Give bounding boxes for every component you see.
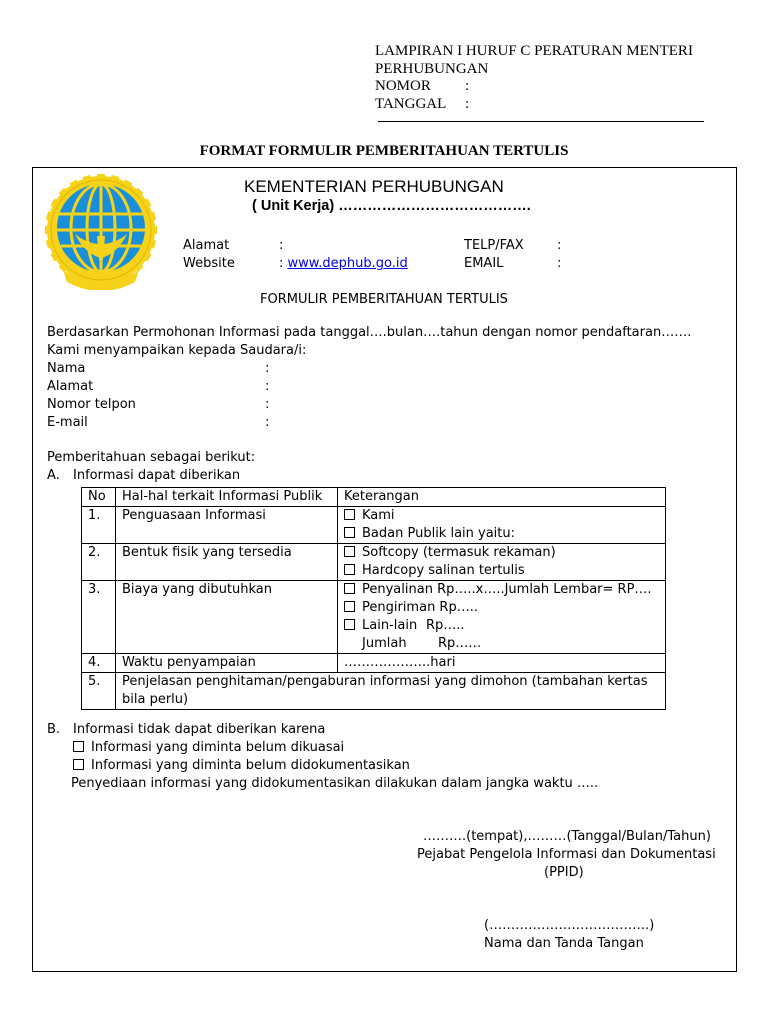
intro-line2: Kami menyampaikan kepada Saudara/i: — [47, 343, 307, 358]
option-badan-publik[interactable] — [344, 525, 659, 543]
option-kami[interactable] — [344, 507, 659, 525]
official-title: Pejabat Pengelola Informasi dan Dokumentasi — [417, 847, 716, 862]
email-label: EMAIL — [464, 256, 504, 271]
lampiran-divider — [378, 121, 704, 122]
header-no: No — [82, 488, 116, 507]
option-lain-lain-label: Lain-lain — [362, 618, 418, 633]
website-link[interactable]: www.dephub.go.id — [287, 256, 408, 271]
section-a-letter: A. — [47, 468, 60, 483]
option-softcopy-label: Softcopy (termasuk rekaman) — [362, 545, 556, 560]
checkbox-icon[interactable] — [344, 546, 355, 557]
table-row — [82, 581, 666, 654]
jumlah-label: Jumlah — [362, 636, 407, 651]
option-pengiriman-label: Pengiriman Rp….. — [362, 600, 478, 615]
tanggal-label: TANGGAL — [375, 95, 447, 112]
nomor-colon: : — [465, 78, 470, 94]
row4-item: Waktu penyampaian — [116, 654, 338, 673]
option-belum-dikuasai-label: Informasi yang diminta belum dikuasai — [91, 740, 345, 755]
lampiran-line1: LAMPIRAN I HURUF C PERATURAN MENTERI — [375, 43, 693, 59]
jumlah-amount: Rp…… — [438, 636, 482, 651]
website-label: Website — [183, 256, 235, 271]
section-a-label: Informasi dapat diberikan — [73, 468, 241, 483]
checkbox-icon[interactable] — [344, 619, 355, 630]
ppid-label: (PPID) — [544, 865, 584, 880]
field-email-colon: : — [265, 415, 270, 430]
ministry-name: KEMENTERIAN PERHUBUNGAN — [244, 177, 504, 196]
option-penyalinan-label: Penyalinan Rp…..x…..Jumlah Lembar= RP…. — [362, 582, 652, 597]
field-alamat-label: Alamat — [47, 379, 94, 394]
header-item: Hal-hal terkait Informasi Publik — [116, 488, 338, 507]
form-title: FORMULIR PEMBERITAHUAN TERTULIS — [260, 292, 508, 307]
row5-item: Penjelasan penghitaman/pengaburan informasi yang dimohon (tambahan kertas bila perlu) — [116, 673, 666, 710]
row2-keterangan — [338, 544, 666, 581]
alamat-colon: : — [279, 238, 284, 253]
telp-colon: : — [557, 238, 562, 253]
table-header-row — [82, 488, 666, 507]
row3-no: 3. — [82, 581, 116, 654]
row4-no: 4. — [82, 654, 116, 673]
section-b-note: Penyediaan informasi yang didokumentasikan dilakukan dalam jangka waktu ….. — [71, 776, 599, 791]
row5-no: 5. — [82, 673, 116, 710]
row3-keterangan — [338, 581, 666, 654]
unit-kerja: ( Unit Kerja) …………………………………. — [252, 198, 531, 214]
row2-no: 2. — [82, 544, 116, 581]
option-belum-dikuasai[interactable] — [73, 740, 344, 755]
option-lain-lain[interactable] — [344, 617, 659, 635]
row1-keterangan — [338, 507, 666, 544]
nomor-label: NOMOR — [375, 78, 431, 94]
document-title: FORMAT FORMULIR PEMBERITAHUAN TERTULIS — [199, 143, 569, 159]
section-b-label: Informasi tidak dapat diberikan karena — [73, 722, 326, 737]
website-value — [279, 256, 408, 271]
option-softcopy[interactable] — [344, 544, 659, 562]
signature-label: Nama dan Tanda Tangan — [484, 936, 644, 951]
checkbox-icon[interactable] — [344, 527, 355, 538]
tanggal-row — [375, 96, 693, 114]
checkbox-icon[interactable] — [344, 509, 355, 520]
option-hardcopy[interactable] — [344, 562, 659, 580]
checkbox-icon[interactable] — [344, 601, 355, 612]
option-belum-didokumentasikan-label: Informasi yang diminta belum didokumentasikan — [91, 758, 410, 773]
option-kami-label: Kami — [362, 508, 395, 523]
telp-label: TELP/FAX — [464, 238, 524, 253]
row2-item: Bentuk fisik yang tersedia — [116, 544, 338, 581]
row4-keterangan[interactable]: ………………..hari — [338, 654, 666, 673]
header-keterangan: Keterangan — [338, 488, 666, 507]
option-pengiriman[interactable] — [344, 599, 659, 617]
checkbox-icon[interactable] — [344, 583, 355, 594]
table-row — [82, 673, 666, 710]
option-belum-didokumentasikan[interactable] — [73, 758, 410, 773]
field-telpon-label: Nomor telpon — [47, 397, 136, 412]
section-b-letter: B. — [47, 722, 61, 737]
lampiran-header — [375, 43, 693, 113]
jumlah-line — [344, 635, 659, 653]
website-colon: : — [279, 256, 284, 271]
name-blank: (……………………………….) — [484, 918, 655, 933]
row1-item: Penguasaan Informasi — [116, 507, 338, 544]
info-table — [81, 487, 666, 710]
nomor-row — [375, 78, 693, 96]
option-penyalinan[interactable] — [344, 581, 659, 599]
table-row — [82, 544, 666, 581]
lampiran-line2: PERHUBUNGAN — [375, 60, 489, 77]
option-badan-publik-label: Badan Publik lain yaitu: — [362, 526, 516, 541]
field-nama-label: Nama — [47, 361, 86, 376]
checkbox-icon[interactable] — [73, 759, 84, 770]
row1-no: 1. — [82, 507, 116, 544]
email-colon: : — [557, 256, 562, 271]
checkbox-icon[interactable] — [73, 741, 84, 752]
alamat-label: Alamat — [183, 238, 230, 253]
ministry-logo-icon — [45, 174, 157, 290]
field-email-label: E-mail — [47, 415, 88, 430]
checkbox-icon[interactable] — [344, 564, 355, 575]
tanggal-colon: : — [465, 95, 470, 112]
pemberitahuan-heading: Pemberitahuan sebagai berikut: — [47, 450, 256, 465]
row3-item: Biaya yang dibutuhkan — [116, 581, 338, 654]
table-row — [82, 507, 666, 544]
option-hardcopy-label: Hardcopy salinan tertulis — [362, 563, 525, 578]
intro-line1: Berdasarkan Permohonan Informasi pada tanggal….bulan….tahun dengan nomor pendaftaran……. — [47, 325, 692, 340]
field-alamat-colon: : — [265, 379, 270, 394]
place-date: ……….(tempat),………(Tanggal/Bulan/Tahun) — [423, 829, 711, 844]
field-nama-colon: : — [265, 361, 270, 376]
table-row — [82, 654, 666, 673]
option-lain-lain-amount: Rp….. — [426, 618, 465, 633]
field-telpon-colon: : — [265, 397, 270, 412]
